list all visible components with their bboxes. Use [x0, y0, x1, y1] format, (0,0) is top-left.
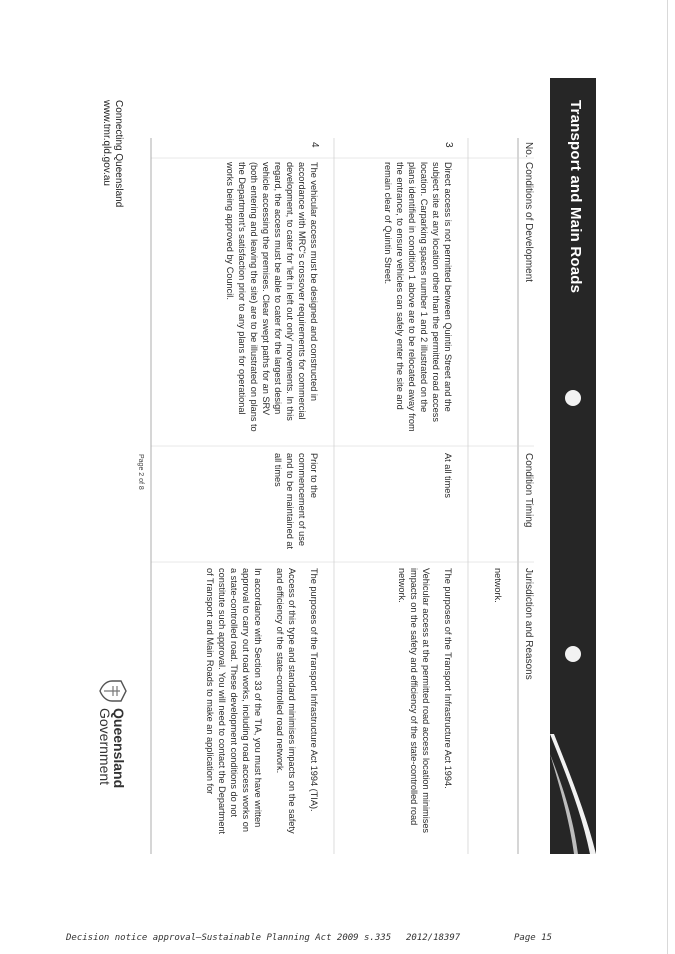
reasons-cell	[386, 568, 454, 836]
reason-paragraph: The purposes of the Transport Infrastructure Act 1994 (TIA).	[309, 568, 319, 812]
column-header-conditions: Conditions of Development	[523, 162, 534, 283]
footer-reference: 2012/18397	[406, 933, 461, 943]
footer-tagline: Connecting Queensland	[113, 100, 124, 208]
reason-paragraph: The purposes of the Transport Infrastructure Act 1994.	[443, 568, 453, 789]
banner-title: Transport and Main Roads	[567, 100, 584, 294]
logo-line: Queensland	[111, 708, 127, 789]
condition-timing: Prior to the commencement of use and to be maintained at all times	[273, 453, 319, 550]
condition-timing: At all times	[443, 453, 453, 498]
swoosh-icon	[550, 734, 596, 854]
column-header-no: No.	[523, 142, 534, 158]
footer-url: www.tmr.qld.gov.au	[101, 100, 112, 186]
reason-paragraph: Access of this type and standard minimises impacts on the safety and efficiency of the state-controlled road network.	[275, 568, 297, 834]
column-header-timing: Condition Timing	[523, 453, 534, 528]
row-number: 4	[309, 142, 320, 148]
sheet-page-number: Page 2 of 8	[137, 454, 144, 490]
rotated-sheet	[78, 78, 596, 854]
banner-dot-icon	[565, 390, 581, 406]
queensland-crest-icon	[98, 678, 128, 704]
continued-reason: network.	[493, 568, 503, 603]
banner-dot-icon	[565, 646, 581, 662]
column-header-reasons: Jurisdiction and Reasons	[523, 568, 534, 680]
table-grid	[78, 78, 596, 854]
footer-doc-title: Decision notice approval—Sustainable Planning Act 2009 s.335	[66, 933, 392, 943]
logo-line: Government	[97, 708, 113, 786]
reason-paragraph: In accordance with Section 33 of the TIA, you must have written approval to carry out road works, including road access works on a state-controlled road. These development conditions do not constitute such approval. You will need to contact the Department of Transport and Main Roads to make an application for	[205, 568, 263, 835]
header-banner	[550, 78, 596, 854]
reasons-cell	[194, 568, 320, 836]
scan-edge-line	[667, 0, 668, 954]
row-number: 3	[443, 142, 454, 148]
condition-text: Direct access is not permitted between Quintin Street and the subject site at any location other than the permitted road access location. Carparking spaces number 1 and 2 illustrated on the plans identified in condition 1 above are to be relocated away from the entrance, to ensure vehicles can safely enter the site and remain clear of Quintin Street.	[383, 162, 453, 432]
queensland-government-logo	[98, 708, 126, 788]
condition-text: The vehicular access must be designed and constructed in accordance with MRC's crossover requirements for commercial development, to cater for 'left in left out only' movements. In this regard, the access must be able to cater for the largest design vehicle accessing the premises. Clear swept paths for an SRV (both entering and leaving the site) are to be illustrated on plans to the Department's satisfaction prior to any plans for operational works being approved by Council.	[225, 162, 319, 432]
reason-paragraph: Vehicular access at the permitted road access location minimises impacts on the safety and efficiency of the state-controlled road network.	[397, 568, 431, 834]
footer-page-number: Page 15	[514, 933, 552, 943]
footer-contact	[100, 100, 124, 207]
